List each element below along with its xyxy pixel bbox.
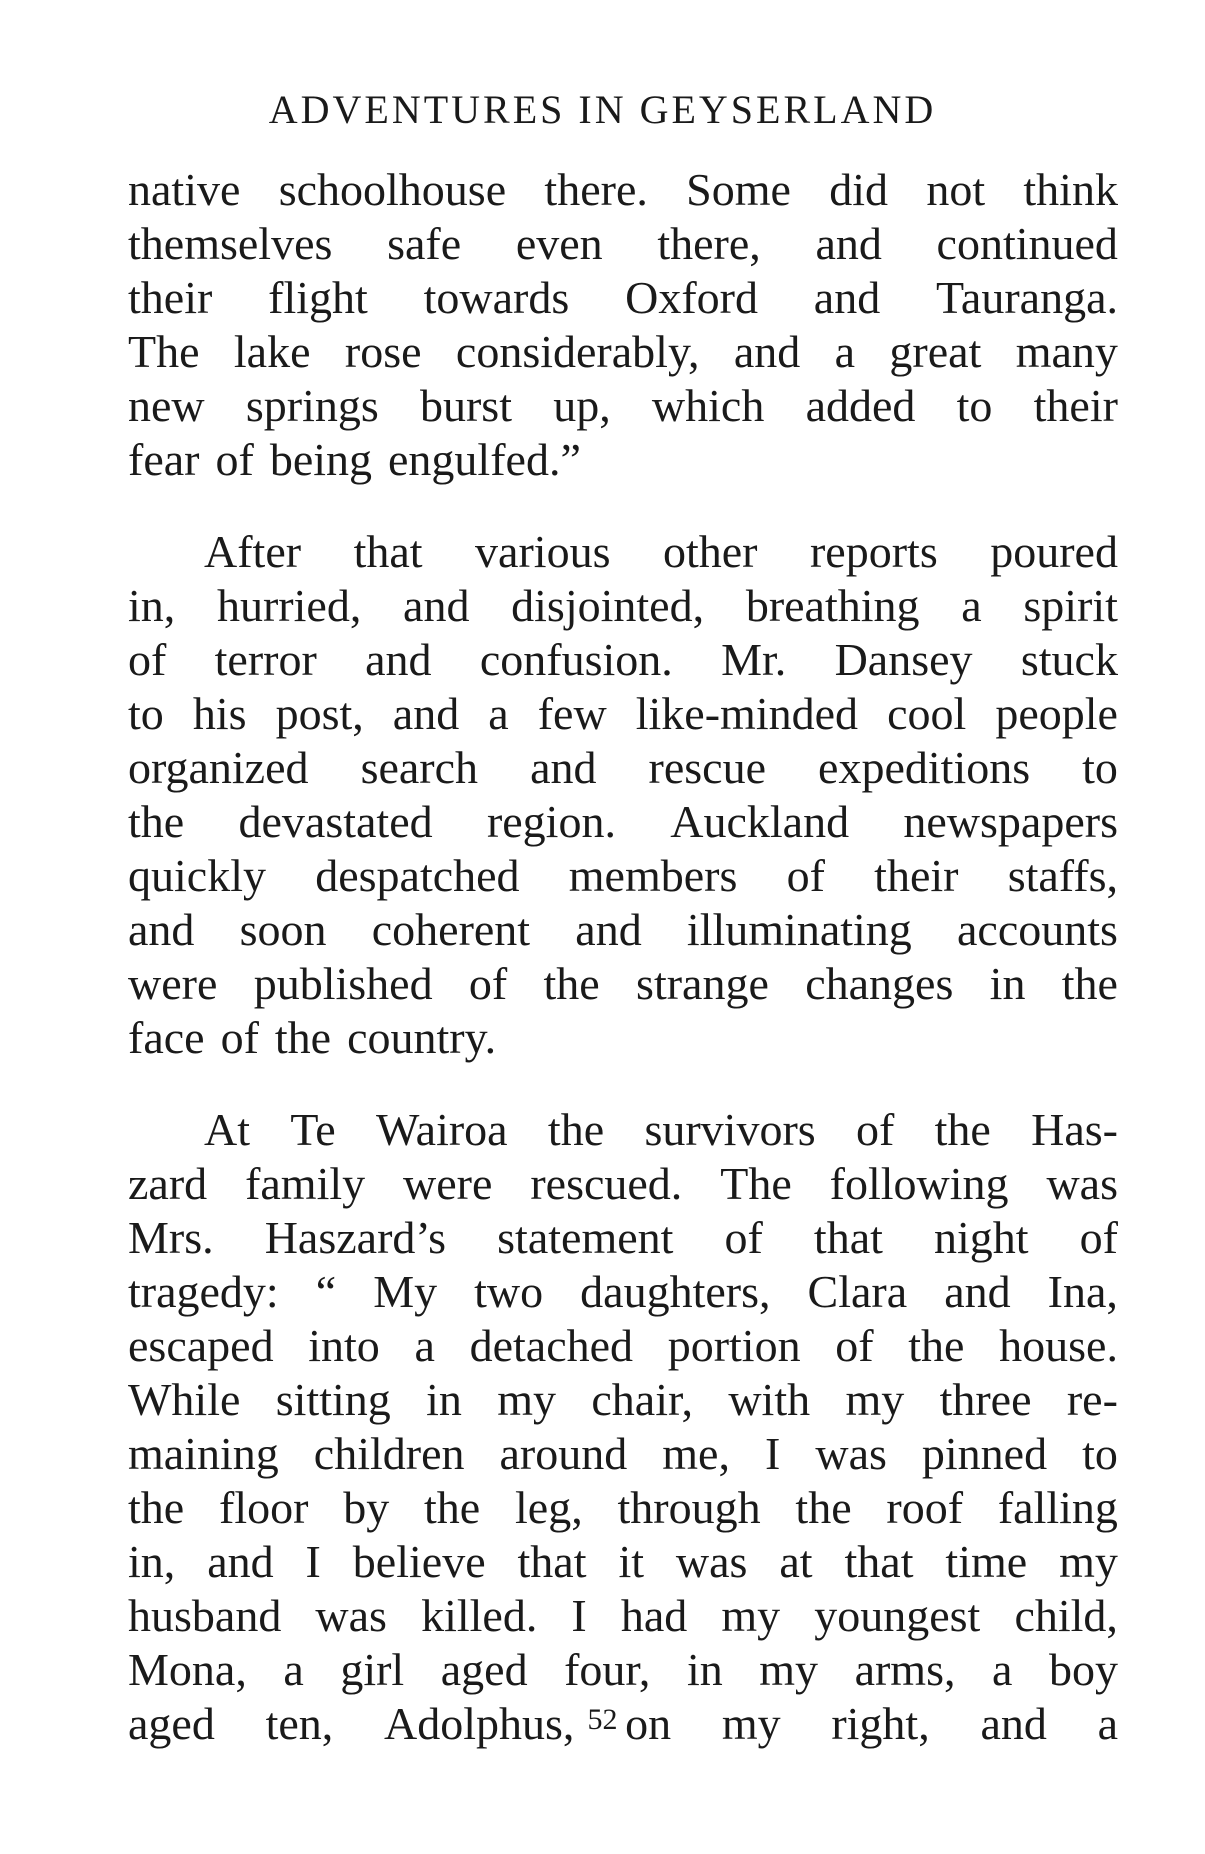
word: the — [128, 796, 185, 847]
word: in — [426, 1374, 462, 1425]
word: around — [499, 1428, 628, 1479]
word: like-minded — [635, 688, 859, 739]
word: and — [207, 1536, 274, 1587]
word: confusion. — [479, 634, 673, 685]
word: to — [128, 688, 164, 739]
word: arms, — [854, 1644, 956, 1695]
word: four, — [564, 1644, 651, 1695]
text-line — [128, 1589, 1118, 1643]
paragraph — [128, 163, 1118, 487]
word: in, — [128, 1536, 176, 1587]
word: country. — [347, 1012, 497, 1063]
text-line — [128, 1011, 1118, 1065]
word: fear — [128, 434, 200, 485]
word: and — [813, 272, 881, 323]
text-line — [128, 1157, 1118, 1211]
word: Dansey — [834, 634, 973, 685]
text-line — [128, 325, 1118, 379]
word: the — [934, 1104, 991, 1155]
word: continued — [936, 218, 1118, 269]
word: leg, — [515, 1482, 583, 1533]
word: the — [128, 1482, 185, 1533]
word: coherent — [371, 904, 531, 955]
word: up, — [553, 380, 611, 431]
word: were — [128, 958, 218, 1009]
word: aged — [440, 1644, 528, 1695]
text-line — [128, 1427, 1118, 1481]
word: the — [274, 1012, 332, 1063]
word: face — [128, 1012, 205, 1063]
text-line — [128, 271, 1118, 325]
word: being — [269, 434, 373, 485]
text-line — [128, 795, 1118, 849]
text-line — [128, 217, 1118, 271]
word: two — [474, 1266, 544, 1317]
word: quickly — [128, 850, 266, 901]
word: soon — [239, 904, 327, 955]
word: killed. — [421, 1590, 538, 1641]
text-line — [128, 1103, 1118, 1157]
word: strange — [636, 958, 769, 1009]
word: cool — [887, 688, 967, 739]
word: and — [128, 904, 195, 955]
word: tragedy: — [128, 1266, 279, 1317]
word: flight — [268, 272, 368, 323]
word: survivors — [644, 1104, 816, 1155]
word: my — [1059, 1536, 1118, 1587]
word: me, — [662, 1428, 730, 1479]
text-line — [128, 1535, 1118, 1589]
paragraph-spacer — [128, 1065, 1118, 1103]
text-line — [128, 741, 1118, 795]
word: despatched — [315, 850, 520, 901]
word: ten, — [265, 1698, 334, 1749]
text-line — [128, 433, 1118, 487]
word: was — [1046, 1158, 1118, 1209]
paragraph — [128, 1103, 1118, 1751]
word: their — [874, 850, 959, 901]
word: of — [468, 958, 508, 1009]
word: lake — [233, 326, 311, 377]
word: springs — [245, 380, 379, 431]
word: with — [728, 1374, 811, 1425]
word: my — [497, 1374, 557, 1425]
word: to — [1082, 742, 1118, 793]
word: members — [568, 850, 738, 901]
word: the — [424, 1482, 481, 1533]
word: by — [343, 1482, 390, 1533]
word: engulfed.” — [388, 434, 581, 485]
word: were — [403, 1158, 493, 1209]
word: think — [1023, 164, 1118, 215]
word: poured — [990, 526, 1118, 577]
word: and — [815, 218, 882, 269]
paragraph-spacer — [128, 487, 1118, 525]
word: I — [571, 1590, 587, 1641]
word: Oxford — [625, 272, 758, 323]
word: safe — [387, 218, 462, 269]
word: zard — [128, 1158, 208, 1209]
word: three — [939, 1374, 1032, 1425]
word: in — [686, 1644, 723, 1695]
word: of — [786, 850, 825, 901]
word: re- — [1066, 1374, 1118, 1425]
word: and — [392, 688, 460, 739]
word: region. — [486, 796, 616, 847]
word: burst — [419, 380, 512, 431]
word: that — [517, 1536, 587, 1587]
word: Tauranga. — [936, 272, 1118, 323]
word: changes — [805, 958, 954, 1009]
word: of — [1079, 1212, 1118, 1263]
text-line — [128, 687, 1118, 741]
word: a — [992, 1644, 1013, 1695]
word: schoolhouse — [278, 164, 507, 215]
word: there, — [657, 218, 761, 269]
word: reports — [809, 526, 938, 577]
word: Te — [290, 1104, 336, 1155]
word: devastated — [238, 796, 433, 847]
word: While — [128, 1374, 241, 1425]
word: girl — [340, 1644, 405, 1695]
word: believe — [352, 1536, 486, 1587]
word: of — [724, 1212, 763, 1263]
word: of — [835, 1320, 874, 1371]
word: even — [515, 218, 603, 269]
text-line — [128, 633, 1118, 687]
word: people — [995, 688, 1118, 739]
word: the — [795, 1482, 852, 1533]
word: into — [308, 1320, 380, 1371]
word: “ — [315, 1266, 337, 1317]
word: native — [128, 164, 241, 215]
word: of — [855, 1104, 895, 1155]
word: illuminating — [686, 904, 912, 955]
word: and — [944, 1266, 1011, 1317]
word: at — [779, 1536, 813, 1587]
word: disjointed, — [511, 580, 705, 631]
word: right, — [831, 1698, 930, 1749]
word: portion — [667, 1320, 801, 1371]
text-line — [128, 957, 1118, 1011]
word: maining — [128, 1428, 279, 1479]
word: escaped — [128, 1320, 274, 1371]
word: a — [1097, 1698, 1118, 1749]
word: rescued. — [530, 1158, 683, 1209]
word: a — [834, 326, 856, 377]
paragraph — [128, 525, 1118, 1065]
word: and — [530, 742, 597, 793]
word: statement — [497, 1212, 674, 1263]
text-line — [128, 1643, 1118, 1697]
word: newspapers — [903, 796, 1118, 847]
word: many — [1015, 326, 1118, 377]
text-line — [128, 579, 1118, 633]
word: post, — [275, 688, 364, 739]
word: my — [721, 1698, 781, 1749]
text-line — [128, 1211, 1118, 1265]
word: rose — [344, 326, 422, 377]
word: The — [720, 1158, 792, 1209]
word: Mona, — [128, 1644, 247, 1695]
word: expeditions — [818, 742, 1031, 793]
word: My — [373, 1266, 438, 1317]
word: floor — [219, 1482, 309, 1533]
word: detached — [469, 1320, 634, 1371]
word: my — [721, 1590, 781, 1641]
text-line — [128, 1373, 1118, 1427]
word: Haszard’s — [264, 1212, 447, 1263]
word: a — [414, 1320, 435, 1371]
word: aged — [128, 1698, 215, 1749]
text-line — [128, 1265, 1118, 1319]
word: terror — [214, 634, 317, 685]
word: Mrs. — [128, 1212, 214, 1263]
word: staffs, — [1007, 850, 1118, 901]
word: new — [128, 380, 205, 431]
word: to — [956, 380, 993, 431]
word: of — [220, 1012, 259, 1063]
word: youngest — [814, 1590, 981, 1641]
word: Has- — [1031, 1104, 1118, 1155]
word: family — [245, 1158, 366, 1209]
word: At — [204, 1104, 250, 1155]
word: I — [765, 1428, 781, 1479]
word: was — [815, 1428, 887, 1479]
word: which — [651, 380, 765, 431]
body-text — [128, 163, 1118, 1751]
word: in, — [128, 580, 176, 631]
word: his — [192, 688, 247, 739]
text-line — [128, 903, 1118, 957]
word: Clara — [807, 1266, 908, 1317]
word: of — [215, 434, 254, 485]
word: Wairoa — [375, 1104, 508, 1155]
running-head: ADVENTURES IN GEYSERLAND — [268, 87, 937, 132]
word: through — [617, 1482, 761, 1533]
word: rescue — [648, 742, 767, 793]
word: daughters, — [580, 1266, 771, 1317]
word: husband — [128, 1590, 282, 1641]
word: that — [353, 526, 423, 577]
word: children — [313, 1428, 465, 1479]
word: a — [488, 688, 509, 739]
word: child, — [1014, 1590, 1118, 1641]
word: house. — [999, 1320, 1118, 1371]
word: that — [844, 1536, 914, 1587]
word: organized — [128, 742, 309, 793]
word: falling — [997, 1482, 1118, 1533]
word: hurried, — [216, 580, 362, 631]
word: that — [813, 1212, 883, 1263]
word: The — [128, 326, 200, 377]
word: was — [675, 1536, 748, 1587]
word: their — [1033, 380, 1118, 431]
word: Auckland — [670, 796, 850, 847]
word: and — [365, 634, 432, 685]
text-line — [128, 849, 1118, 903]
word: and — [575, 904, 642, 955]
text-line — [128, 525, 1118, 579]
word: Adolphus, — [383, 1698, 575, 1749]
word: boy — [1048, 1644, 1118, 1695]
word: and — [403, 580, 470, 631]
word: the — [543, 958, 600, 1009]
word: Ina, — [1047, 1266, 1118, 1317]
word: considerably, — [455, 326, 700, 377]
word: Some — [686, 164, 791, 215]
word: in — [989, 958, 1026, 1009]
word: Mr. — [721, 634, 787, 685]
text-line — [128, 1481, 1118, 1535]
word: on — [625, 1698, 672, 1749]
word: night — [933, 1212, 1029, 1263]
page-number: 52 — [587, 1703, 618, 1736]
word: time — [945, 1536, 1028, 1587]
word: I — [305, 1536, 321, 1587]
word: pinned — [921, 1428, 1048, 1479]
text-line — [128, 379, 1118, 433]
word: and — [733, 326, 801, 377]
word: had — [620, 1590, 688, 1641]
text-line — [128, 163, 1118, 217]
word: spirit — [1023, 580, 1118, 631]
word: search — [360, 742, 479, 793]
word: a — [283, 1644, 304, 1695]
word: sitting — [275, 1374, 391, 1425]
word: themselves — [128, 218, 333, 269]
word: towards — [423, 272, 570, 323]
word: stuck — [1020, 634, 1118, 685]
word: various — [475, 526, 611, 577]
word: my — [845, 1374, 905, 1425]
word: breathing — [745, 580, 920, 631]
word: and — [980, 1698, 1047, 1749]
word: chair, — [591, 1374, 693, 1425]
word: not — [926, 164, 986, 215]
word: my — [759, 1644, 819, 1695]
word: did — [829, 164, 889, 215]
word: there. — [544, 164, 648, 215]
word: to — [1082, 1428, 1118, 1479]
word: of — [128, 634, 167, 685]
word: accounts — [957, 904, 1118, 955]
word: After — [204, 526, 302, 577]
word: it — [618, 1536, 644, 1587]
word: published — [253, 958, 433, 1009]
word: few — [537, 688, 607, 739]
word: great — [889, 326, 982, 377]
word: roof — [886, 1482, 964, 1533]
word: following — [829, 1158, 1009, 1209]
word: their — [128, 272, 213, 323]
word: was — [315, 1590, 387, 1641]
word: added — [805, 380, 916, 431]
word: other — [662, 526, 758, 577]
text-line — [128, 1319, 1118, 1373]
word: the — [1061, 958, 1118, 1009]
word: the — [908, 1320, 965, 1371]
word: a — [961, 580, 982, 631]
word: the — [547, 1104, 605, 1155]
